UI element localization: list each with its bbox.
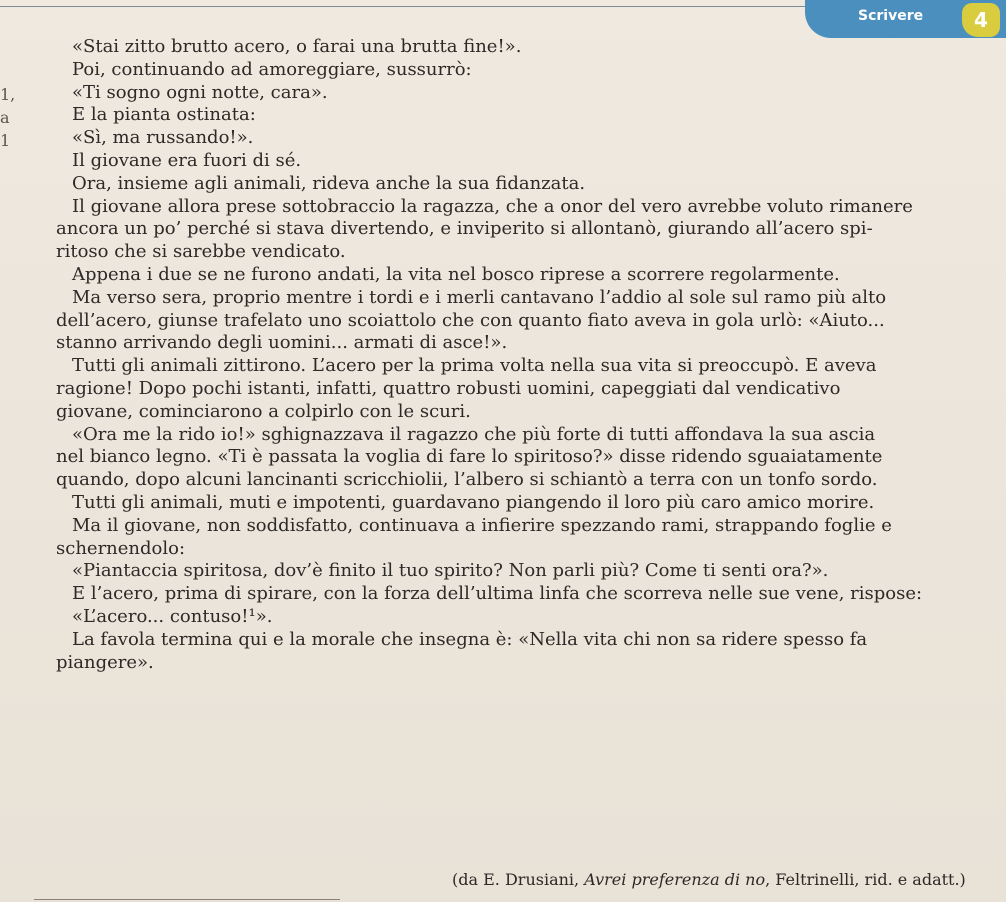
text-line: E la pianta ostinata: (72, 104, 256, 126)
text-line: Il giovane era fuori di sé. (72, 149, 302, 171)
source-suffix: , Feltrinelli, rid. e adatt.) (765, 870, 966, 889)
margin-fragment: 1, (0, 85, 16, 104)
text-line: «L’acero... contuso!¹». (72, 605, 273, 627)
text-line: «Sì, ma russando!». (72, 127, 254, 149)
margin-fragment: 1 (0, 131, 11, 150)
text-line: ritoso che si sarebbe vendicato. (56, 241, 346, 263)
text-line: E l’acero, prima di spirare, con la forza dell’ultima linfa che scorreva nelle sue vene, rispose: (72, 583, 923, 605)
margin-fragment: a (0, 108, 10, 127)
text-line: «Ora me la rido io!» sghignazzava il ragazzo che più forte di tutti affondava la sua ascia (72, 423, 876, 445)
left-margin-fragments (0, 85, 16, 154)
text-line: Appena i due se ne furono andati, la vita nel bosco riprese a scorrere regolarmente. (72, 263, 840, 285)
text-line: Ma verso sera, proprio mentre i tordi e i merli cantavano l’addio al sole sul ramo più alto (72, 286, 887, 308)
text-line: Tutti gli animali zittirono. L’acero per la prima volta nella sua vita si preoccupò. E aveva (72, 355, 877, 377)
text-line: dell’acero, giunse trafelato uno scoiattolo che con quanto fiato aveva in gola urlò: «Aiuto... (56, 309, 885, 331)
top-rule (0, 6, 850, 7)
text-line: Il giovane allora prese sottobraccio la ragazza, che a onor del vero avrebbe voluto rimanere (72, 195, 913, 217)
text-line: giovane, cominciarono a colpirlo con le scuri. (56, 400, 471, 422)
text-line: Ora, insieme agli animali, rideva anche la sua fidanzata. (72, 172, 586, 194)
text-line: «Piantaccia spiritosa, dov’è finito il tuo spirito? Non parli più? Come ti senti ora?». (72, 560, 829, 582)
source-title: Avrei preferenza di no (584, 870, 766, 889)
text-line: quando, dopo alcuni lancinanti scricchiolii, l’albero si schiantò a terra con un tonfo sordo. (56, 469, 878, 491)
text-line: stanno arrivando degli uomini... armati di asce!». (56, 332, 508, 354)
text-line: schernendolo: (56, 537, 186, 559)
text-line: ancora un po’ perché si stava divertendo, e inviperito si allontanò, giurando all’acero spi- (56, 218, 873, 240)
text-line: ragione! Dopo pochi istanti, infatti, quattro robusti uomini, capeggiati dal vendicativo (56, 377, 841, 399)
chapter-number-badge: 4 (962, 3, 1000, 37)
text-line: Poi, continuando ad amoreggiare, sussurrò: (72, 58, 472, 80)
story-text (56, 36, 992, 674)
text-line: piangere». (56, 651, 154, 673)
text-line: nel bianco legno. «Ti è passata la voglia di fare lo spiritoso?» disse ridendo sguaiatamente (56, 446, 883, 468)
text-line: «Ti sogno ogni notte, cara». (72, 81, 328, 103)
source-citation (452, 870, 966, 889)
source-prefix: (da E. Drusiani, (452, 870, 585, 889)
text-line: Tutti gli animali, muti e impotenti, guardavano piangendo il loro più caro amico morire. (72, 491, 875, 513)
text-line: Ma il giovane, non soddisfatto, continuava a infierire spezzando rami, strappando foglie e (72, 514, 892, 536)
text-line: «Stai zitto brutto acero, o farai una brutta fine!». (72, 36, 522, 57)
section-label: Scrivere (858, 8, 924, 24)
footnote-rule (34, 899, 340, 900)
text-line: La favola termina qui e la morale che insegna è: «Nella vita chi non sa ridere spesso fa (72, 628, 868, 650)
